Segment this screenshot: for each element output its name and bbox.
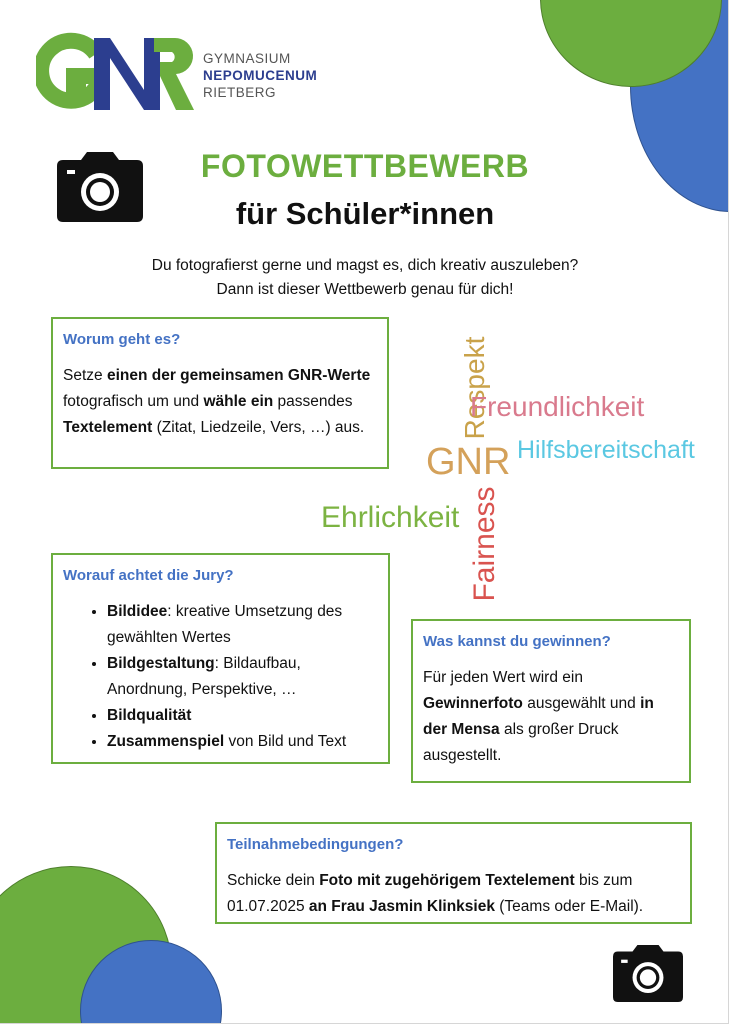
list-item [107, 599, 378, 651]
box-jury [51, 553, 390, 764]
text-span: passendes [273, 393, 353, 410]
bold-span: Zusammenspiel [107, 733, 225, 750]
box-teilnahme-heading: Teilnahmebedingungen? [227, 836, 404, 853]
logo-text: GNR [36, 32, 39, 33]
school-name-line2: NEPOMUCENUM [203, 68, 318, 83]
school-name-line1: GYMNASIUM [203, 51, 291, 66]
bold-span: Textelement [63, 419, 153, 436]
box-worum-text [63, 363, 377, 441]
list-item [107, 651, 378, 703]
text-span: Setze [63, 367, 107, 384]
text-span: (Teams oder E-Mail). [494, 898, 644, 915]
bold-span: Gewinnerfoto [423, 695, 523, 712]
bold-span: einen der gemeinsamen GNR-Werte [106, 367, 371, 384]
camera-icon [613, 945, 683, 1002]
intro-line2: Dann ist dieser Wettbewerb genau für dich! [216, 281, 514, 298]
word-gnr: GNR [426, 441, 511, 483]
box-gewinn [411, 619, 691, 783]
word-freundlichkeit: Freundlichkeit [470, 391, 645, 422]
text-span: ausgewählt und [522, 695, 641, 712]
text-span: von Bild und Text [224, 733, 347, 750]
bold-span: Foto mit zugehörigem Textelement [319, 872, 575, 889]
bold-span: an Frau Jasmin Klinksiek [308, 898, 495, 915]
text-span: : kreative Umsetzung des gewählten Wertes [107, 603, 343, 646]
bold-span: Bildidee [107, 603, 168, 620]
title-schueler: für Schüler*innen [235, 196, 495, 231]
box-jury-heading: Worauf achtet die Jury? [63, 567, 234, 584]
intro-line1: Du fotografierst gerne und magst es, dich kreativ auszuleben? [151, 257, 579, 274]
list-item [107, 703, 378, 729]
box-worum-heading: Worum geht es? [63, 331, 181, 348]
text-span: Schicke dein [227, 872, 320, 889]
bold-span: Bildgestaltung [107, 655, 215, 672]
text-span: als großer Druck ausgestellt. [423, 721, 619, 764]
text-span: (Zitat, Liedzeile, Vers, …) aus. [152, 419, 365, 436]
box-gewinn-text [423, 665, 679, 769]
school-logo [36, 32, 196, 112]
text-span: fotografisch um und [63, 393, 204, 410]
bold-span: wähle ein [203, 393, 274, 410]
text-span: bis zum 01.07.2025 [227, 872, 633, 915]
word-hilfsbereitschaft: Hilfsbereitschaft [517, 436, 695, 464]
bold-span: Bildqualität [107, 707, 192, 724]
camera-icon [57, 152, 143, 222]
box-teilnahme-text [227, 868, 680, 920]
box-teilnahme [215, 822, 692, 924]
school-name-line3: RIETBERG [203, 85, 277, 100]
word-respekt: Respekt [459, 336, 490, 440]
intro-text [60, 254, 670, 302]
text-span: Für jeden Wert wird ein [423, 669, 583, 686]
word-ehrlichkeit: Ehrlichkeit [321, 501, 460, 534]
text-span: : Bildaufbau, Anordnung, Perspektive, … [107, 655, 301, 698]
word-fairness: Fairness [468, 486, 501, 602]
box-worum [51, 317, 389, 469]
title-fotowettbewerb: FOTOWETTBEWERB [200, 148, 530, 184]
school-name [203, 50, 317, 101]
list-item [107, 729, 378, 755]
box-gewinn-heading: Was kannst du gewinnen? [423, 633, 611, 650]
bold-span: in der Mensa [423, 695, 654, 738]
jury-criteria-list [63, 599, 378, 755]
